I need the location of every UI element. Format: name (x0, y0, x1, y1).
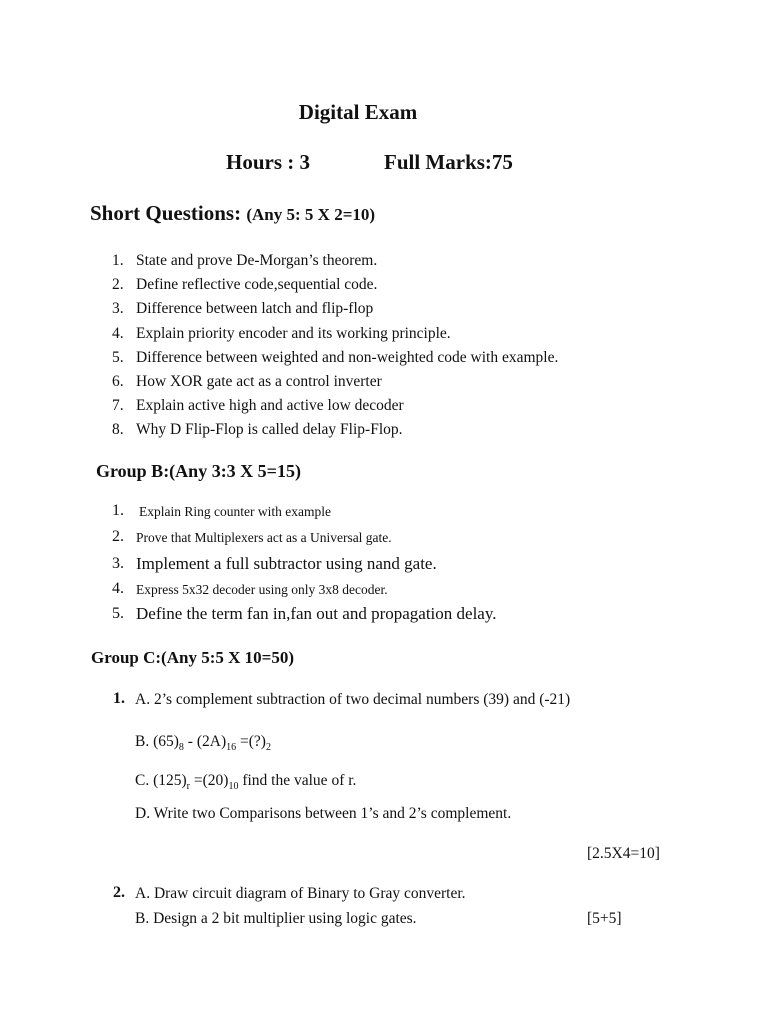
expr-text: C. (125) (135, 772, 187, 789)
short-questions-heading (90, 201, 375, 226)
item-number: 4. (112, 580, 124, 597)
expr-subscript: 10 (228, 781, 239, 792)
item-number: 7. (112, 397, 124, 415)
item-number: 1. (112, 502, 124, 519)
short-questions-instructions: (Any 5: 5 X 2=10) (246, 205, 376, 224)
item-text: Implement a full subtractor using nand gate. (136, 554, 437, 573)
item-text: Define the term fan in,fan out and propagation delay. (136, 604, 497, 623)
expr-text: B. (65) (135, 733, 179, 750)
item-text: Difference between weighted and non-weighted code with example. (136, 348, 559, 366)
item-number: 1. (112, 252, 124, 269)
item-number: 5. (112, 348, 124, 366)
item-text: Explain active high and active low decoder (136, 397, 404, 415)
exam-title: Digital Exam (298, 100, 418, 124)
group-b-heading: Group B:(Any 3:3 X 5=15) (96, 461, 301, 481)
item-number: 6. (112, 372, 124, 390)
question-part-b (135, 733, 271, 753)
item-text: State and prove De-Morgan’s theorem. (136, 252, 378, 269)
group-c-heading: Group C:(Any 5:5 X 10=50) (91, 648, 294, 667)
item-number: 8. (112, 421, 124, 439)
item-text: Why D Flip-Flop is called delay Flip-Flop. (136, 421, 403, 439)
question-marks: [2.5X4=10] (587, 845, 660, 862)
item-number: 3. (112, 300, 124, 318)
item-text: Define reflective code,sequential code. (136, 276, 378, 294)
question-part-a: A. Draw circuit diagram of Binary to Gray converter. (135, 885, 466, 902)
item-text: Explain Ring counter with example (139, 504, 331, 519)
question-part-d: D. Write two Comparisons between 1’s and 2’s complement. (135, 805, 512, 822)
item-number: 5. (112, 605, 124, 622)
expr-subscript: 2 (265, 742, 271, 753)
question-number: 2. (113, 884, 125, 901)
item-text: Express 5x32 decoder using only 3x8 decoder. (136, 582, 388, 597)
expr-subscript: 16 (226, 742, 237, 753)
item-number: 3. (112, 555, 124, 572)
expr-subscript: r (186, 781, 191, 792)
exam-hours: Hours : 3 (226, 150, 310, 174)
item-text: Difference between latch and flip-flop (136, 300, 374, 318)
expr-text: - (2A) (183, 733, 227, 750)
expr-text: =(20) (190, 772, 229, 789)
question-marks: [5+5] (587, 910, 622, 927)
question-part-b: B. Design a 2 bit multiplier using logic gates. (135, 910, 417, 927)
exam-full-marks: Full Marks:75 (384, 150, 513, 174)
expr-text: =(?) (236, 733, 266, 750)
item-text: How XOR gate act as a control inverter (136, 372, 382, 390)
item-text: Explain priority encoder and its working principle. (136, 324, 451, 342)
question-number: 1. (113, 690, 125, 707)
expr-subscript: 8 (178, 742, 184, 753)
expr-text: find the value of r. (238, 772, 357, 789)
question-part-c (135, 772, 356, 792)
short-questions-title: Short Questions: (90, 201, 242, 225)
item-text: Prove that Multiplexers act as a Universal gate. (136, 530, 392, 545)
item-number: 2. (112, 528, 124, 545)
question-part-a: A. 2’s complement subtraction of two decimal numbers (39) and (-21) (135, 691, 571, 708)
item-number: 2. (112, 276, 124, 294)
item-number: 4. (112, 324, 124, 342)
